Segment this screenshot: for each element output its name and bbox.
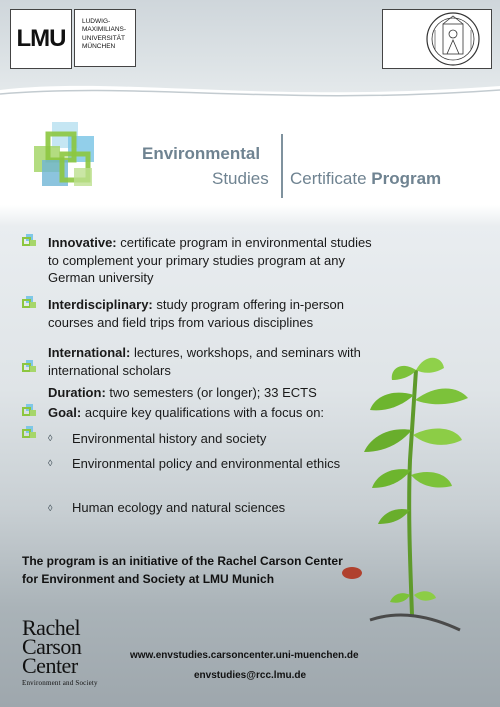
diamond-bullet-icon: ◊ (48, 433, 53, 443)
title-studies: Studies (212, 169, 269, 188)
rcc-logo-subtitle: Environment and Society (22, 679, 98, 687)
point-text: two semesters (or longer); 33 ECTS (105, 385, 317, 400)
lmu-logo (10, 9, 72, 69)
bullet-logo-icon (22, 296, 38, 310)
university-seal (382, 9, 492, 69)
university-name-line: UNIVERSITÄT (82, 34, 125, 42)
bullet-logo-icon (22, 360, 38, 374)
title-divider (281, 134, 283, 198)
point-text: study program offering in-person courses and field trips from various disciplines (48, 297, 344, 330)
title-certificate: Certificate (290, 169, 367, 188)
bullet-logo-icon (22, 426, 38, 440)
program-logo-icon (28, 120, 110, 198)
point-interdisciplinary (48, 296, 378, 331)
focus-item: Environmental policy and environmental ethics (72, 456, 341, 471)
university-name-line: MAXIMILIANS- (82, 26, 127, 34)
title-certificate-program (290, 169, 441, 189)
rcc-logo-line: Carson (22, 634, 82, 659)
program-website-link[interactable]: www.envstudies.carsoncenter.uni-muenchen.de (130, 650, 359, 661)
bullet-logo-icon (22, 234, 38, 248)
point-text: certificate program in environmental studies to complement your primary studies program at any German university (48, 235, 372, 285)
program-email-link[interactable]: envstudies@rcc.lmu.de (194, 670, 307, 681)
point-goal (48, 404, 368, 422)
diamond-bullet-icon: ◊ (48, 458, 53, 468)
point-label: Goal: (48, 405, 82, 420)
focus-item: Human ecology and natural sciences (72, 500, 286, 515)
rcc-logo (22, 615, 98, 687)
rcc-logo-line: Rachel (22, 615, 81, 640)
point-international (48, 344, 368, 379)
focus-item: Environmental history and society (72, 431, 267, 446)
header-wave (0, 80, 500, 120)
bullet-logo-icon (22, 404, 38, 418)
rcc-logo-line: Center (22, 653, 78, 678)
diamond-bullet-icon: ◊ (48, 503, 53, 513)
university-name-line: LUDWIG- (82, 18, 111, 25)
point-text: lectures, workshops, and seminars with international scholars (48, 345, 361, 378)
lmu-logo-text: LMU (16, 25, 66, 52)
point-innovative (48, 234, 378, 287)
initiative-statement: The program is an initiative of the Rachel Carson Center for Environment and Society at LMU Munich (22, 554, 343, 586)
point-label: Duration: (48, 385, 106, 400)
point-label: Interdisciplinary: (48, 297, 153, 312)
title-program: Program (371, 169, 442, 188)
university-name-line: MÜNCHEN (82, 43, 116, 51)
point-duration (48, 384, 368, 402)
point-text: acquire key qualifications with a focus on: (81, 405, 325, 420)
point-label: International: (48, 345, 131, 360)
university-name (74, 9, 136, 67)
title-environmental: Environmental (142, 144, 261, 163)
point-label: Innovative: (48, 235, 117, 250)
seedling-illustration (330, 340, 480, 640)
